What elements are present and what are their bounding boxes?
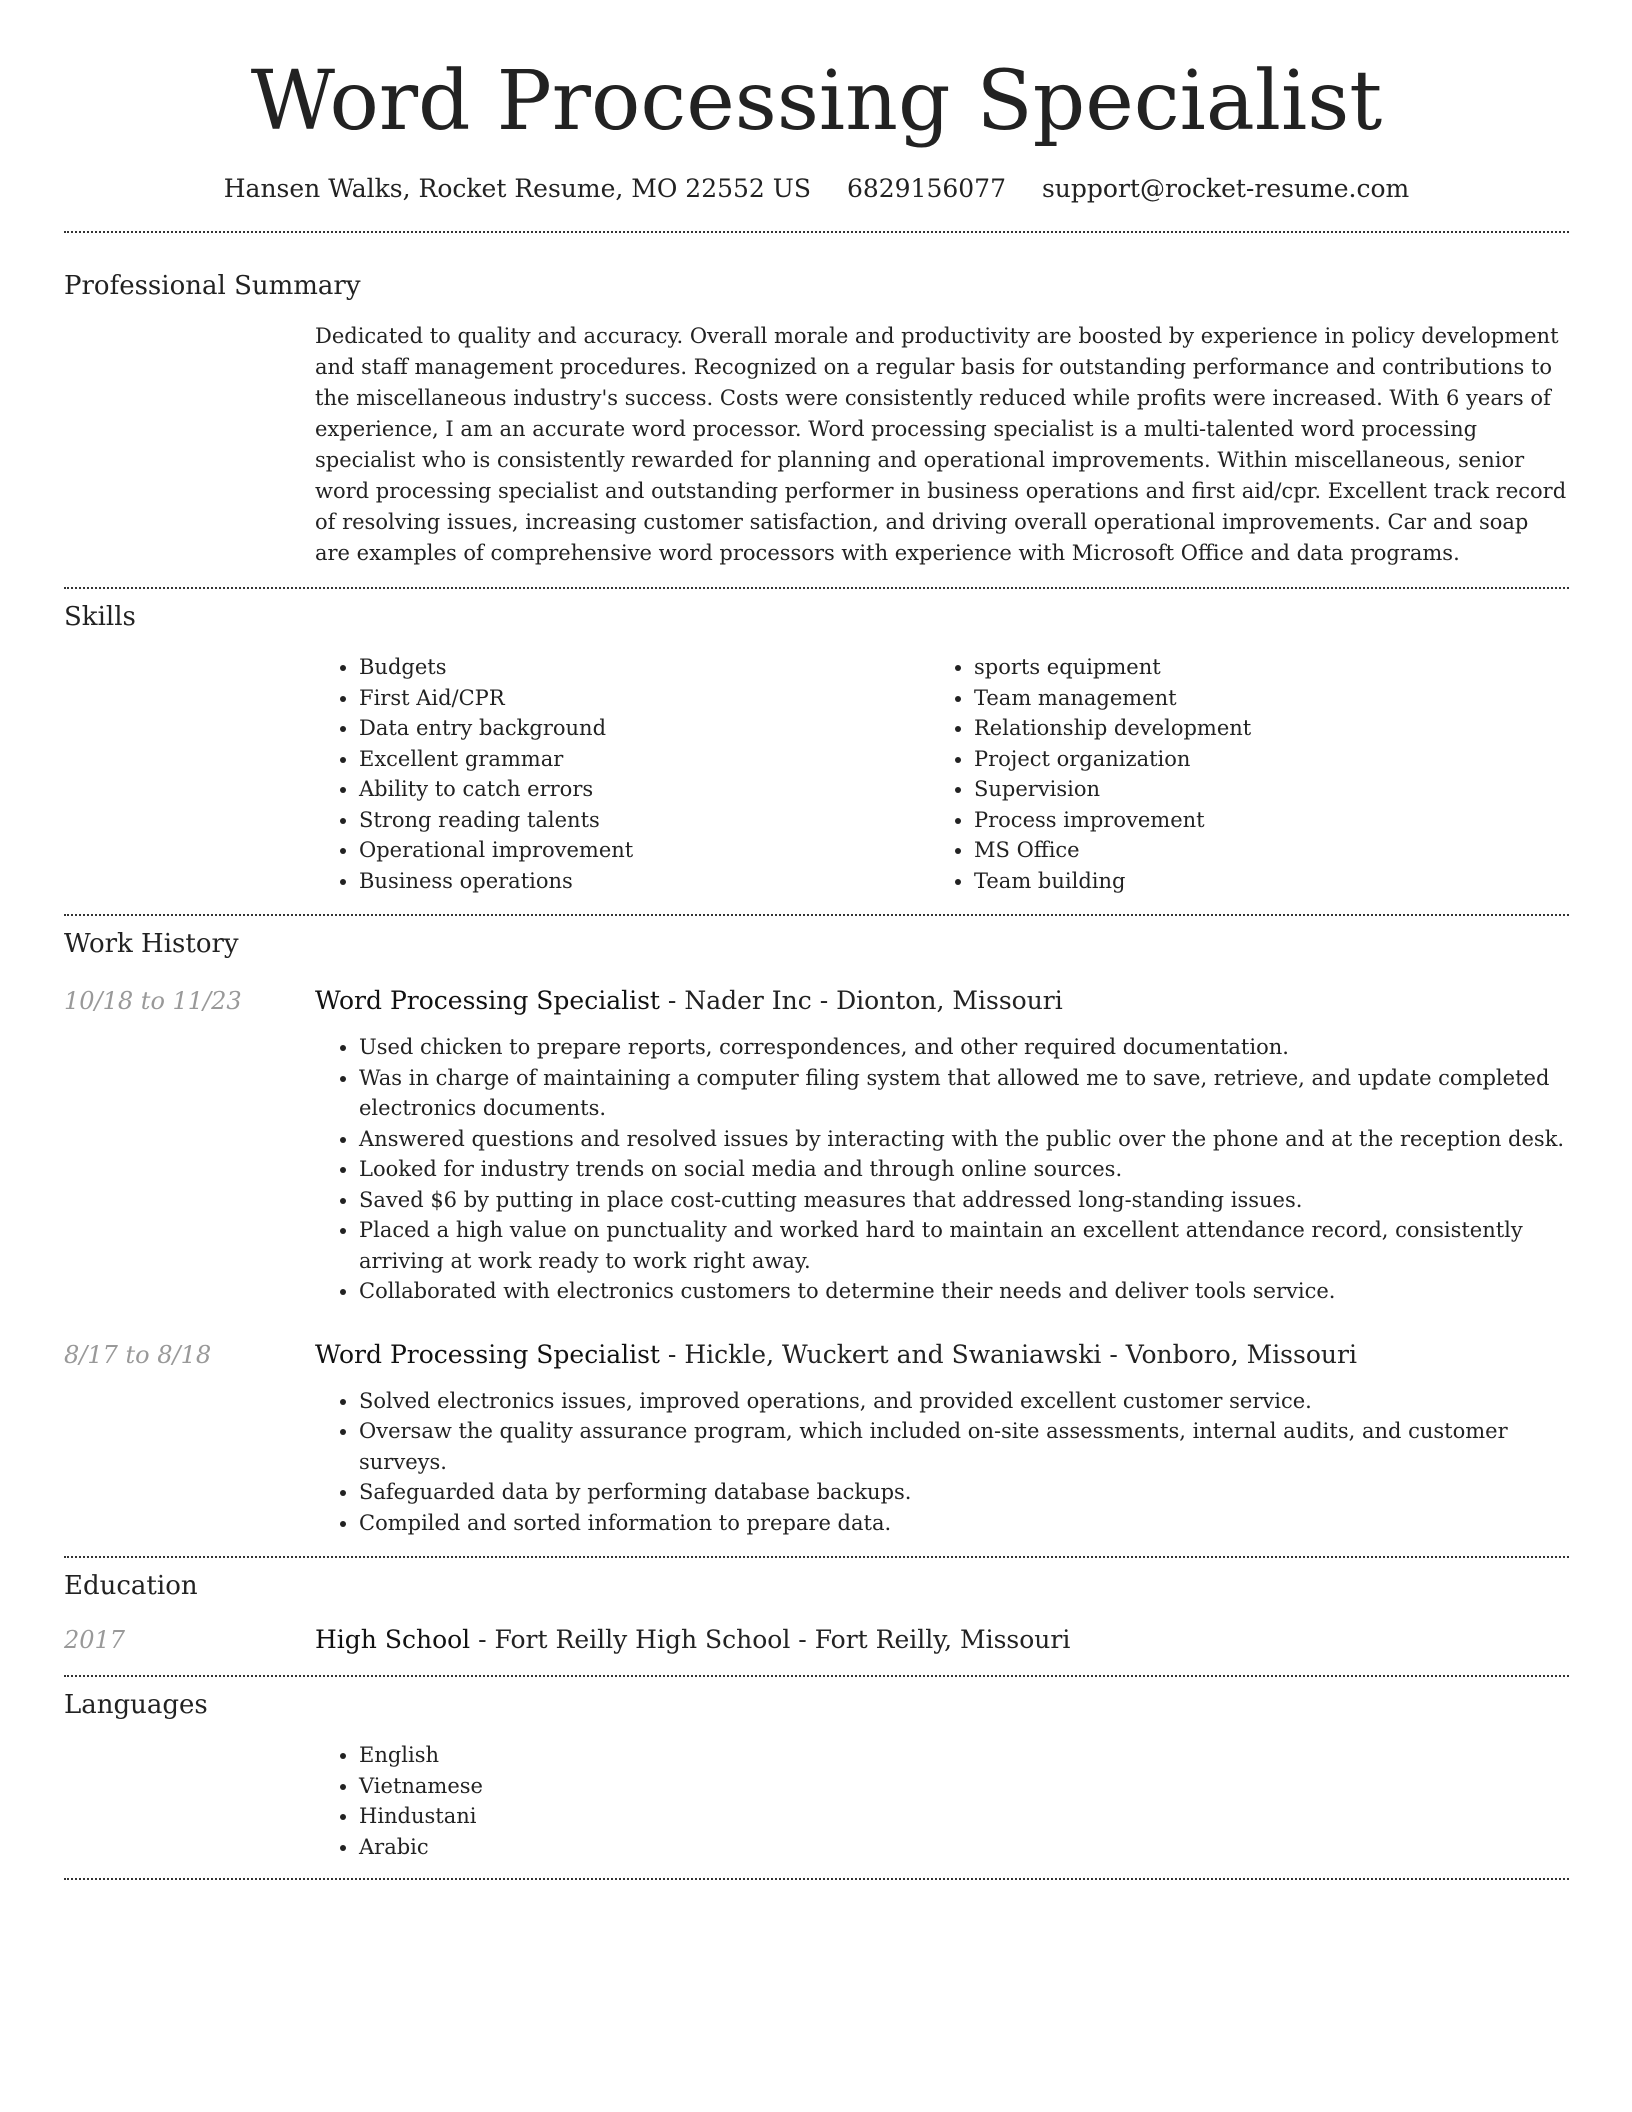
education-year: 2017 (64, 1626, 126, 1654)
job-bullet: • Answered questions and resolved issues by interacting with the public over the phone and at the reception desk. (359, 1124, 1569, 1155)
divider (64, 231, 1569, 233)
skill-item: • Excellent grammar (359, 744, 930, 775)
job-dates: 10/18 to 11/23 (64, 987, 242, 1015)
job-bullet: • Was in charge of maintaining a computer filing system that allowed me to save, retrieve, and update completed electronics documents. (359, 1063, 1569, 1124)
skill-item: • Strong reading talents (359, 805, 930, 836)
job-employer: - Hickle, Wuckert and Swaniawski - Vonboro, Missouri (659, 1339, 1357, 1369)
skill-item: • Ability to catch errors (359, 774, 930, 805)
skill-item: • Budgets (359, 652, 930, 683)
job-bullet: • Oversaw the quality assurance program, which included on-site assessments, internal audits, and customer surveys. (359, 1416, 1569, 1477)
section-education (64, 1569, 1569, 1657)
skill-item: • First Aid/CPR (359, 683, 930, 714)
resume-title: Word Processing Specialist (250, 54, 1383, 149)
job-heading (315, 984, 1569, 1018)
job-bullet: • Saved $6 by putting in place cost-cutting measures that addressed long-standing issues. (359, 1185, 1569, 1216)
section-summary (64, 269, 1569, 569)
language-item: • Vietnamese (359, 1771, 1569, 1802)
language-item: • Arabic (359, 1832, 1569, 1863)
job-bullet: • Compiled and sorted information to prepare data. (359, 1508, 1569, 1539)
job-bullet: • Placed a high value on punctuality and worked hard to maintain an excellent attendance record, consistently arriving at work ready to work right away. (359, 1215, 1569, 1276)
skill-item: • Business operations (359, 866, 930, 897)
contact-address: Hansen Walks, Rocket Resume, MO 22552 US (223, 174, 811, 203)
skill-item: • MS Office (974, 835, 1545, 866)
section-title-work: Work History (64, 929, 239, 959)
education-degree: High School (315, 1625, 471, 1654)
contact-email: support@rocket-resume.com (1041, 174, 1410, 203)
education-school: - Fort Reilly High School - Fort Reilly, Missouri (470, 1625, 1071, 1654)
job-bullet: • Safeguarded data by performing database backups. (359, 1477, 1569, 1508)
job-role: Word Processing Specialist (315, 986, 660, 1015)
section-work-history (64, 927, 1569, 1538)
education-heading (315, 1623, 1569, 1657)
skill-item: • Operational improvement (359, 835, 930, 866)
skill-item: • Team building (974, 866, 1545, 897)
divider (64, 1878, 1569, 1880)
skills-column-left (315, 652, 930, 896)
job-bullet: • Looked for industry trends on social media and through online sources. (359, 1154, 1569, 1185)
divider (64, 1556, 1569, 1558)
job-heading (315, 1338, 1569, 1372)
contact-phone: 6829156077 (846, 174, 1006, 203)
summary-text: Dedicated to quality and accuracy. Overall morale and productivity are boosted by experience in policy development and staff management procedures. Recognized on a regular basis for outstanding performance and contributions to the miscellaneous industry's success. Costs were consistently reduced while profits were increased. With 6 years of experience, I am an accurate word processor. Word processing specialist is a multi-talented word processing specialist who is consistently rewarded for planning and operational improvements. Within miscellaneous, senior word processing specialist and outstanding performer in business operations and first aid/cpr. Excellent track record of resolving issues, increasing customer satisfaction, and driving overall operational improvements. Car and soap are examples of comprehensive word processors with experience with Microsoft Office and data programs. (315, 324, 1567, 565)
job-bullet: • Used chicken to prepare reports, correspondences, and other required documentation. (359, 1032, 1569, 1063)
skill-item: • sports equipment (974, 652, 1545, 683)
section-skills (64, 600, 1569, 896)
section-title-education: Education (64, 1571, 198, 1601)
skill-item: • Process improvement (974, 805, 1545, 836)
contact-line (64, 172, 1569, 206)
job-employer: - Nader Inc - Dionton, Missouri (659, 986, 1063, 1015)
job-bullet: • Collaborated with electronics customers to determine their needs and deliver tools service. (359, 1276, 1569, 1307)
skill-item: • Supervision (974, 774, 1545, 805)
divider (64, 914, 1569, 916)
job-entry (64, 984, 1569, 1307)
skill-item: • Team management (974, 683, 1545, 714)
job-bullet: • Solved electronics issues, improved operations, and provided excellent customer service. (359, 1386, 1569, 1417)
section-title-summary: Professional Summary (64, 271, 361, 301)
divider (64, 587, 1569, 589)
job-role: Word Processing Specialist (315, 1339, 660, 1369)
skills-column-right (930, 652, 1545, 896)
skill-item: • Data entry background (359, 713, 930, 744)
section-title-skills: Skills (64, 602, 136, 632)
resume-page (64, 0, 1569, 1880)
job-dates: 8/17 to 8/18 (64, 1340, 212, 1369)
section-languages (64, 1688, 1569, 1862)
education-entry (64, 1623, 1569, 1657)
skill-item: • Project organization (974, 744, 1545, 775)
section-title-languages: Languages (64, 1690, 208, 1720)
language-item: • Hindustani (359, 1801, 1569, 1832)
skill-item: • Relationship development (974, 713, 1545, 744)
divider (64, 1675, 1569, 1677)
language-item: • English (359, 1740, 1569, 1771)
job-entry (64, 1338, 1569, 1539)
